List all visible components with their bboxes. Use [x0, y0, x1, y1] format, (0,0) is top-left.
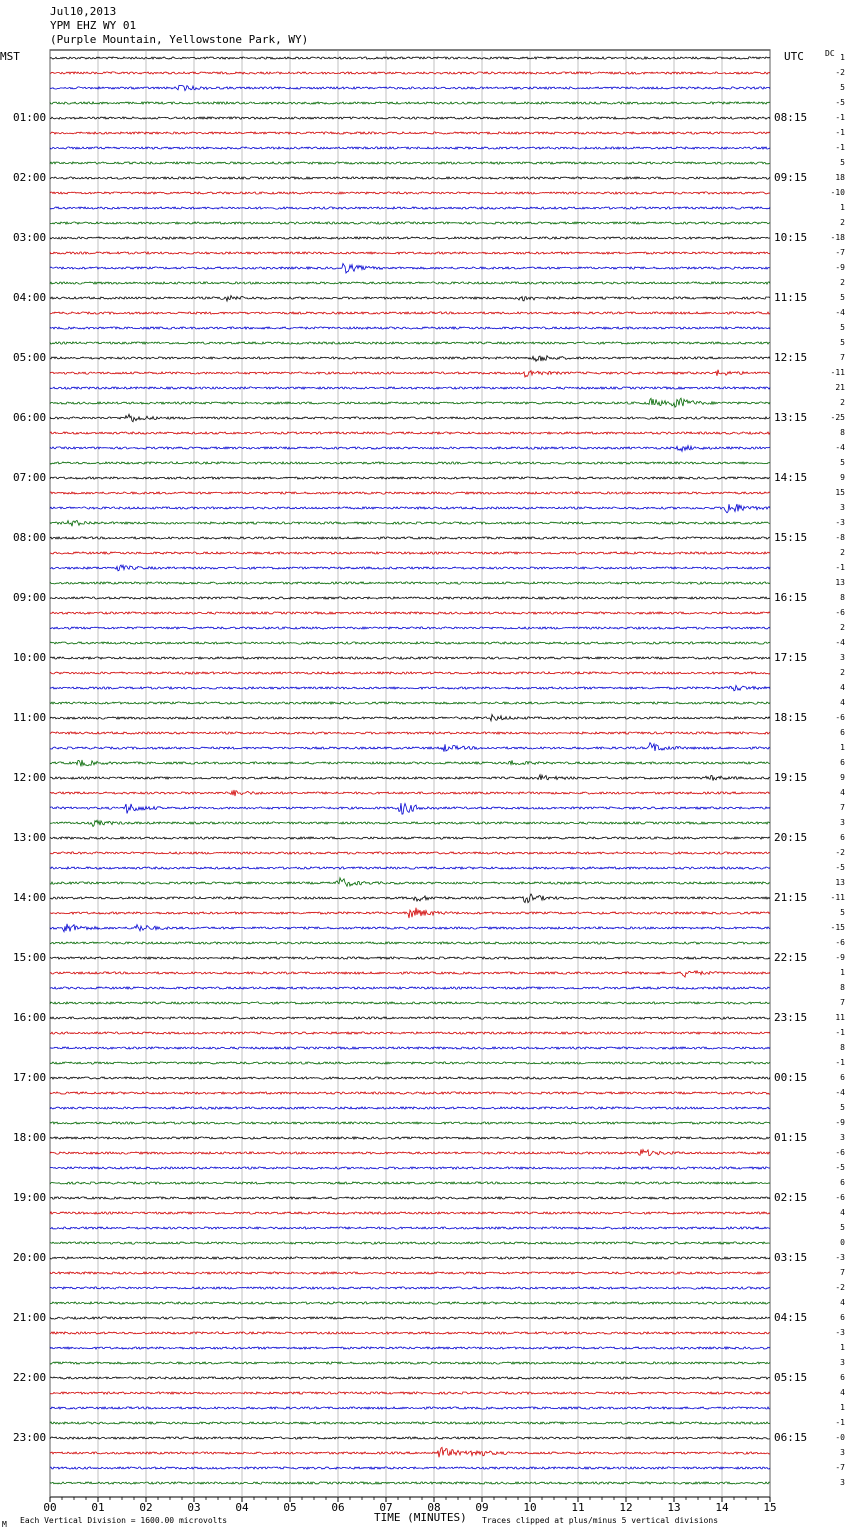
seismic-trace — [50, 1017, 770, 1019]
station-location: (Purple Mountain, Yellowstone Park, WY) — [50, 33, 309, 46]
x-tick-label: 01 — [91, 1501, 105, 1514]
seismic-trace — [50, 686, 770, 691]
dc-offset-value: 5 — [840, 338, 845, 347]
right-hour-label: 22:15 — [774, 951, 808, 964]
dc-offset-value: -4 — [835, 443, 845, 452]
dc-offset-value: 2 — [840, 548, 845, 557]
right-hour-label: 09:15 — [774, 171, 808, 184]
x-tick-label: 09 — [475, 1501, 489, 1514]
right-hour-label: 20:15 — [774, 831, 808, 844]
dc-offset-value: 2 — [840, 398, 845, 407]
dc-offset-value: -5 — [835, 98, 845, 107]
right-hour-label: 02:15 — [774, 1191, 808, 1204]
left-timezone-label: MST — [0, 50, 20, 63]
seismic-trace — [50, 820, 770, 826]
dc-offset-value: 13 — [835, 878, 845, 887]
dc-offset-value: 5 — [840, 1223, 845, 1232]
dc-offset-value: 7 — [840, 803, 845, 812]
dc-offset-value: 8 — [840, 1043, 845, 1052]
right-hour-label: 13:15 — [774, 411, 808, 424]
seismic-trace — [50, 1302, 770, 1304]
right-hour-label: 21:15 — [774, 891, 808, 904]
seismic-trace — [50, 432, 770, 434]
dc-offset-value: -0 — [835, 1433, 845, 1442]
left-hour-label: 02:00 — [13, 171, 47, 184]
seismic-trace — [50, 492, 770, 494]
seismic-trace — [50, 1197, 770, 1199]
dc-offset-header: DC — [825, 49, 835, 58]
seismic-trace — [50, 370, 770, 377]
dc-offset-value: 1 — [840, 53, 845, 62]
right-hour-label: 18:15 — [774, 711, 808, 724]
right-hour-label: 01:15 — [774, 1131, 808, 1144]
seismic-trace — [50, 790, 770, 796]
dc-offset-value: 2 — [840, 623, 845, 632]
dc-offset-value: 6 — [840, 1073, 845, 1082]
seismic-trace — [50, 597, 770, 599]
seismic-trace — [50, 1002, 770, 1004]
dc-offset-value: 7 — [840, 353, 845, 362]
dc-offset-value: -11 — [830, 893, 845, 902]
dc-offset-value: 3 — [840, 818, 845, 827]
dc-offset-value: 3 — [840, 653, 845, 662]
seismic-trace — [50, 537, 770, 539]
dc-offset-value: -9 — [835, 263, 845, 272]
x-tick-label: 06 — [331, 1501, 345, 1514]
dc-offset-value: 4 — [840, 683, 845, 692]
dc-offset-value: 1 — [840, 203, 845, 212]
seismic-trace — [50, 1347, 770, 1349]
dc-offset-value: 5 — [840, 83, 845, 92]
seismic-trace — [50, 192, 770, 194]
right-hour-label: 23:15 — [774, 1011, 808, 1024]
right-hour-label: 05:15 — [774, 1371, 808, 1384]
seismic-trace — [50, 1167, 770, 1169]
x-tick-label: 07 — [379, 1501, 393, 1514]
dc-offset-value: -3 — [835, 518, 845, 527]
x-tick-label: 12 — [619, 1501, 633, 1514]
seismic-trace — [50, 715, 770, 721]
right-hour-label: 10:15 — [774, 231, 808, 244]
seismic-trace — [50, 504, 770, 513]
seismic-trace — [50, 743, 770, 752]
seismic-trace — [50, 296, 770, 301]
dc-offset-value: 7 — [840, 998, 845, 1007]
dc-offset-value: -1 — [835, 1418, 845, 1427]
seismic-trace — [50, 1422, 770, 1424]
dc-offset-value: -18 — [830, 233, 845, 242]
seismic-trace — [50, 1272, 770, 1274]
clip-note: Traces clipped at plus/minus 5 vertical divisions — [482, 1516, 719, 1525]
seismic-trace — [50, 72, 770, 74]
seismic-trace — [50, 327, 770, 329]
seismic-trace — [50, 1362, 770, 1364]
dc-offset-value: -10 — [830, 188, 845, 197]
seismic-trace — [50, 702, 770, 704]
x-tick-label: 08 — [427, 1501, 441, 1514]
dc-offset-value: 2 — [840, 278, 845, 287]
seismic-trace — [50, 908, 770, 918]
dc-offset-value: -1 — [835, 563, 845, 572]
seismic-trace — [50, 162, 770, 164]
seismic-trace — [50, 132, 770, 134]
dc-offset-value: 5 — [840, 293, 845, 302]
left-hour-label: 16:00 — [13, 1011, 47, 1024]
seismic-trace — [50, 387, 770, 389]
seismic-trace — [50, 1032, 770, 1034]
seismic-trace — [50, 957, 770, 959]
seismic-trace — [50, 1122, 770, 1124]
seismic-trace — [50, 1137, 770, 1139]
seismic-trace — [50, 657, 770, 659]
seismic-trace — [50, 642, 770, 644]
dc-offset-value: -2 — [835, 68, 845, 77]
seismic-trace — [50, 414, 770, 422]
seismic-trace — [50, 57, 770, 59]
dc-offset-value: -1 — [835, 128, 845, 137]
right-hour-label: 11:15 — [774, 291, 808, 304]
left-hour-label: 08:00 — [13, 531, 47, 544]
seismic-trace — [50, 462, 770, 464]
left-hour-label: 09:00 — [13, 591, 47, 604]
x-tick-label: 00 — [43, 1501, 57, 1514]
dc-offset-value: 11 — [835, 1013, 845, 1022]
dc-offset-value: -3 — [835, 1328, 845, 1337]
right-hour-label: 17:15 — [774, 651, 808, 664]
x-tick-label: 11 — [571, 1501, 585, 1514]
dc-offset-value: 4 — [840, 698, 845, 707]
dc-offset-value: 6 — [840, 1313, 845, 1322]
right-hour-label: 19:15 — [774, 771, 808, 784]
seismic-trace — [50, 1377, 770, 1379]
dc-offset-value: -2 — [835, 1283, 845, 1292]
left-hour-label: 04:00 — [13, 291, 47, 304]
dc-offset-value: 21 — [835, 383, 845, 392]
dc-offset-value: 13 — [835, 578, 845, 587]
seismic-trace — [50, 477, 770, 479]
x-tick-label: 10 — [523, 1501, 537, 1514]
x-tick-label: 03 — [187, 1501, 201, 1514]
dc-offset-value: -6 — [835, 1148, 845, 1157]
seismic-trace — [50, 1287, 770, 1289]
seismic-trace — [50, 1437, 770, 1439]
dc-offset-value: 5 — [840, 1103, 845, 1112]
plot-frame — [50, 50, 770, 1497]
dc-offset-value: 1 — [840, 1403, 845, 1412]
seismic-trace — [50, 1392, 770, 1394]
dc-offset-value: -4 — [835, 638, 845, 647]
seismic-trace — [50, 878, 770, 887]
seismic-trace — [50, 1447, 770, 1457]
dc-offset-value: 2 — [840, 668, 845, 677]
seismic-trace — [50, 264, 770, 274]
seismic-trace — [50, 627, 770, 629]
right-hour-label: 15:15 — [774, 531, 808, 544]
dc-offset-value: 6 — [840, 833, 845, 842]
dc-offset-value: 0 — [840, 1238, 845, 1247]
left-hour-label: 03:00 — [13, 231, 47, 244]
seismic-trace — [50, 207, 770, 209]
seismic-trace — [50, 1212, 770, 1214]
seismic-trace — [50, 1317, 770, 1319]
seismic-trace — [50, 612, 770, 614]
left-hour-label: 17:00 — [13, 1071, 47, 1084]
dc-offset-value: -15 — [830, 923, 845, 932]
dc-offset-value: -6 — [835, 608, 845, 617]
dc-offset-value: 4 — [840, 788, 845, 797]
dc-offset-value: 9 — [840, 773, 845, 782]
seismic-trace — [50, 446, 770, 452]
dc-offset-value: 3 — [840, 1358, 845, 1367]
dc-offset-value: -6 — [835, 1193, 845, 1202]
dc-offset-value: -1 — [835, 1028, 845, 1037]
right-timezone-label: UTC — [784, 50, 804, 63]
seismic-trace — [50, 1332, 770, 1334]
left-hour-label: 23:00 — [13, 1431, 47, 1444]
dc-offset-value: 4 — [840, 1298, 845, 1307]
dc-offset-value: 3 — [840, 1448, 845, 1457]
dc-offset-value: 1 — [840, 743, 845, 752]
dc-offset-value: -4 — [835, 1088, 845, 1097]
seismic-trace — [50, 837, 770, 839]
right-hour-label: 03:15 — [774, 1251, 808, 1264]
dc-offset-value: -9 — [835, 1118, 845, 1127]
seismic-trace — [50, 356, 770, 362]
seismic-trace — [50, 102, 770, 104]
left-hour-label: 15:00 — [13, 951, 47, 964]
right-hour-label: 14:15 — [774, 471, 808, 484]
left-hour-label: 21:00 — [13, 1311, 47, 1324]
dc-offset-value: 1 — [840, 1343, 845, 1352]
dc-offset-value: -1 — [835, 1058, 845, 1067]
seismic-trace — [50, 760, 770, 767]
left-hour-label: 01:00 — [13, 111, 47, 124]
seismic-trace — [50, 1482, 770, 1484]
seismic-trace — [50, 1062, 770, 1064]
dc-offset-value: -5 — [835, 1163, 845, 1172]
seismic-trace — [50, 342, 770, 344]
dc-offset-value: 7 — [840, 1268, 845, 1277]
seismic-trace — [50, 85, 770, 90]
right-hour-label: 12:15 — [774, 351, 808, 364]
seismic-trace — [50, 117, 770, 119]
seismic-trace — [50, 237, 770, 239]
dc-offset-value: -11 — [830, 368, 845, 377]
seismic-trace — [50, 1242, 770, 1244]
seismic-trace — [50, 867, 770, 869]
left-hour-label: 13:00 — [13, 831, 47, 844]
seismic-trace — [50, 252, 770, 254]
dc-offset-value: 8 — [840, 983, 845, 992]
dc-offset-value: -6 — [835, 938, 845, 947]
left-hour-label: 10:00 — [13, 651, 47, 664]
dc-offset-value: 6 — [840, 728, 845, 737]
left-hour-label: 05:00 — [13, 351, 47, 364]
seismic-trace — [50, 312, 770, 314]
x-axis-title: TIME (MINUTES) — [374, 1511, 467, 1524]
dc-offset-value: -6 — [835, 713, 845, 722]
dc-offset-value: 6 — [840, 758, 845, 767]
footer-mark: M — [2, 1520, 7, 1529]
dc-offset-value: 8 — [840, 593, 845, 602]
x-tick-label: 14 — [715, 1501, 729, 1514]
seismic-trace — [50, 971, 770, 977]
dc-offset-value: 3 — [840, 503, 845, 512]
seismic-trace — [50, 1107, 770, 1109]
left-hour-label: 18:00 — [13, 1131, 47, 1144]
seismic-trace — [50, 987, 770, 989]
dc-offset-value: 5 — [840, 158, 845, 167]
seismic-trace — [50, 775, 770, 781]
seismic-trace — [50, 565, 770, 571]
left-hour-label: 11:00 — [13, 711, 47, 724]
dc-offset-value: -1 — [835, 143, 845, 152]
dc-offset-value: 3 — [840, 1478, 845, 1487]
seismic-trace — [50, 1257, 770, 1259]
right-hour-label: 00:15 — [774, 1071, 808, 1084]
chart-date: Jul10,2013 — [50, 5, 117, 18]
left-hour-label: 07:00 — [13, 471, 47, 484]
dc-offset-value: 4 — [840, 1208, 845, 1217]
x-tick-label: 05 — [283, 1501, 297, 1514]
dc-offset-value: -7 — [835, 1463, 845, 1472]
dc-offset-value: 8 — [840, 428, 845, 437]
seismic-trace — [50, 1467, 770, 1469]
seismic-trace — [50, 942, 770, 944]
dc-offset-value: -1 — [835, 113, 845, 122]
station-code: YPM EHZ WY 01 — [50, 19, 137, 32]
x-tick-label: 02 — [139, 1501, 153, 1514]
seismic-trace — [50, 177, 770, 179]
dc-offset-value: -8 — [835, 533, 845, 542]
seismic-trace — [50, 147, 770, 149]
right-hour-label: 04:15 — [774, 1311, 808, 1324]
dc-offset-value: 3 — [840, 1133, 845, 1142]
dc-offset-value: 5 — [840, 908, 845, 917]
seismic-trace — [50, 672, 770, 674]
right-hour-label: 08:15 — [774, 111, 808, 124]
dc-offset-value: -5 — [835, 863, 845, 872]
right-hour-label: 06:15 — [774, 1431, 808, 1444]
x-tick-label: 15 — [763, 1501, 777, 1514]
dc-offset-value: 5 — [840, 323, 845, 332]
dc-offset-value: -2 — [835, 848, 845, 857]
dc-offset-value: 2 — [840, 218, 845, 227]
x-tick-label: 13 — [667, 1501, 681, 1514]
seismic-trace — [50, 1149, 770, 1155]
seismic-trace — [50, 1092, 770, 1094]
seismic-trace — [50, 924, 770, 932]
dc-offset-value: -25 — [830, 413, 845, 422]
seismic-trace — [50, 894, 770, 903]
seismic-trace — [50, 1407, 770, 1409]
left-hour-label: 22:00 — [13, 1371, 47, 1384]
dc-offset-value: 6 — [840, 1178, 845, 1187]
left-hour-label: 12:00 — [13, 771, 47, 784]
dc-offset-value: -3 — [835, 1253, 845, 1262]
left-hour-label: 06:00 — [13, 411, 47, 424]
dc-offset-value: 5 — [840, 458, 845, 467]
left-hour-label: 14:00 — [13, 891, 47, 904]
left-hour-label: 19:00 — [13, 1191, 47, 1204]
seismic-trace — [50, 1182, 770, 1184]
dc-offset-value: 6 — [840, 1373, 845, 1382]
scale-note: Each Vertical Division = 1600.00 microvolts — [20, 1516, 228, 1525]
seismic-trace — [50, 1047, 770, 1049]
seismic-trace — [50, 282, 770, 284]
dc-offset-value: -4 — [835, 308, 845, 317]
dc-offset-value: -9 — [835, 953, 845, 962]
left-hour-label: 20:00 — [13, 1251, 47, 1264]
seismic-trace — [50, 852, 770, 854]
seismic-trace — [50, 732, 770, 734]
dc-offset-value: 15 — [835, 488, 845, 497]
seismic-trace — [50, 1077, 770, 1079]
seismic-trace — [50, 803, 770, 814]
right-hour-label: 16:15 — [774, 591, 808, 604]
seismic-trace — [50, 222, 770, 224]
dc-offset-value: 18 — [835, 173, 845, 182]
x-tick-label: 04 — [235, 1501, 249, 1514]
seismic-trace — [50, 552, 770, 554]
dc-offset-value: 4 — [840, 1388, 845, 1397]
seismic-trace — [50, 1227, 770, 1229]
dc-offset-value: -7 — [835, 248, 845, 257]
dc-offset-value: 9 — [840, 473, 845, 482]
dc-offset-value: 1 — [840, 968, 845, 977]
seismic-trace — [50, 398, 770, 407]
seismic-trace — [50, 582, 770, 584]
seismic-trace — [50, 520, 770, 526]
